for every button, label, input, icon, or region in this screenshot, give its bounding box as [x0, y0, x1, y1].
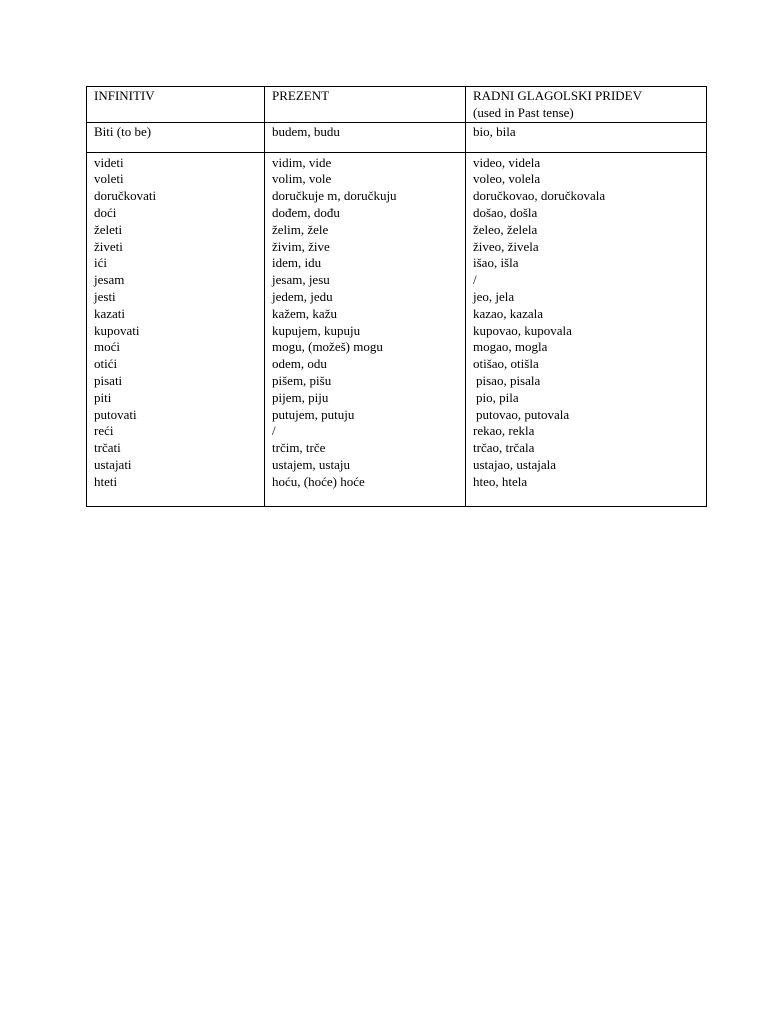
verb-infinitive: kazati [94, 305, 126, 321]
verb-infinitive: ići [94, 255, 107, 271]
verb-participle: išao, išla [473, 255, 519, 271]
verb-present: idem, idu [272, 255, 322, 271]
verb-present: odem, odu [272, 356, 327, 372]
verb-present: želim, žele [272, 221, 329, 237]
verb-present: pijem, piju [272, 389, 329, 405]
verb-present: ustajem, ustaju [272, 456, 350, 472]
verb-infinitive: živeti [94, 238, 123, 254]
verb-infinitive: trčati [94, 440, 121, 456]
verb-infinitive: voleti [94, 171, 124, 187]
biti-present-cell [265, 122, 466, 152]
verb-present: dođem, dođu [272, 204, 340, 220]
verb-participle: pio, pila [476, 389, 519, 405]
table-header-row [87, 87, 707, 123]
biti-infinitive: Biti (to be) [94, 123, 152, 139]
verb-infinitive: jesti [94, 288, 116, 304]
verb-conjugation-table [86, 86, 707, 507]
header-participle: RADNI GLAGOLSKI PRIDEV [473, 88, 642, 103]
verb-participle: želeo, želela [473, 221, 538, 237]
verb-participle: doručkovao, doručkovala [473, 188, 606, 204]
header-participle-cell [466, 87, 707, 123]
verb-infinitive: hteti [94, 473, 118, 489]
participle-column-cell [466, 152, 707, 506]
verb-present: hoću, (hoće) hoće [272, 473, 365, 489]
verb-present: mogu, (možeš) mogu [272, 339, 383, 355]
verb-infinitive: reći [94, 423, 114, 439]
biti-participle: bio, bila [473, 123, 516, 139]
biti-participle-cell [466, 122, 707, 152]
verb-infinitive: jesam [94, 272, 125, 288]
verb-participle: voleo, volela [473, 171, 541, 187]
biti-present: budem, budu [272, 123, 340, 139]
verb-infinitive: doručkovati [94, 188, 157, 204]
verb-participle: kupovao, kupovala [473, 322, 572, 338]
verb-present: volim, vole [272, 171, 332, 187]
verb-infinitive: doći [94, 204, 117, 220]
verb-present: vidim, vide [272, 154, 332, 170]
verb-participle: video, videla [473, 154, 541, 170]
verb-infinitive: videti [94, 154, 124, 170]
infinitive-column-cell [87, 152, 265, 506]
verb-present: doručkuje m, doručkuju [272, 188, 397, 204]
verb-participle: otišao, otišla [473, 356, 539, 372]
verb-participle: putovao, putovala [476, 406, 570, 422]
verb-participle: kazao, kazala [473, 305, 544, 321]
header-present: PREZENT [272, 88, 330, 103]
verb-present: živim, žive [272, 238, 330, 254]
verb-infinitive: putovati [94, 406, 137, 422]
verb-infinitive: piti [94, 389, 112, 405]
verb-present: trčim, trče [272, 440, 326, 456]
verb-infinitive: otići [94, 356, 118, 372]
verb-present: pišem, pišu [272, 372, 332, 388]
table-row-verbs [87, 152, 707, 506]
table-row-biti [87, 122, 707, 152]
verb-participle: živeo, živela [473, 238, 539, 254]
verb-present: kažem, kažu [272, 305, 337, 321]
verb-present: putujem, putuju [272, 406, 355, 422]
verb-participle: / [473, 272, 477, 288]
header-infinitive: INFINITIV [94, 88, 155, 103]
verb-participle: jeo, jela [473, 288, 515, 304]
verb-participle: mogao, mogla [473, 339, 548, 355]
verb-present: / [272, 423, 276, 439]
header-participle-note: (used in Past tense) [473, 104, 574, 120]
biti-infinitive-cell [87, 122, 265, 152]
verb-participle: trčao, trčala [473, 440, 535, 456]
verb-participle: rekao, rekla [473, 423, 535, 439]
verb-participle: došao, došla [473, 204, 538, 220]
verb-present: jesam, jesu [272, 272, 330, 288]
verb-infinitive: ustajati [94, 456, 132, 472]
header-present-cell [265, 87, 466, 123]
present-column-cell [265, 152, 466, 506]
header-infinitive-cell [87, 87, 265, 123]
verb-infinitive: moći [94, 339, 120, 355]
verb-infinitive: želeti [94, 221, 123, 237]
verb-present: kupujem, kupuju [272, 322, 361, 338]
verb-participle: hteo, htela [473, 473, 528, 489]
verb-participle: pisao, pisala [476, 372, 541, 388]
verb-infinitive: kupovati [94, 322, 140, 338]
verb-present: jedem, jedu [272, 288, 333, 304]
verb-participle: ustajao, ustajala [473, 456, 557, 472]
verb-infinitive: pisati [94, 372, 123, 388]
